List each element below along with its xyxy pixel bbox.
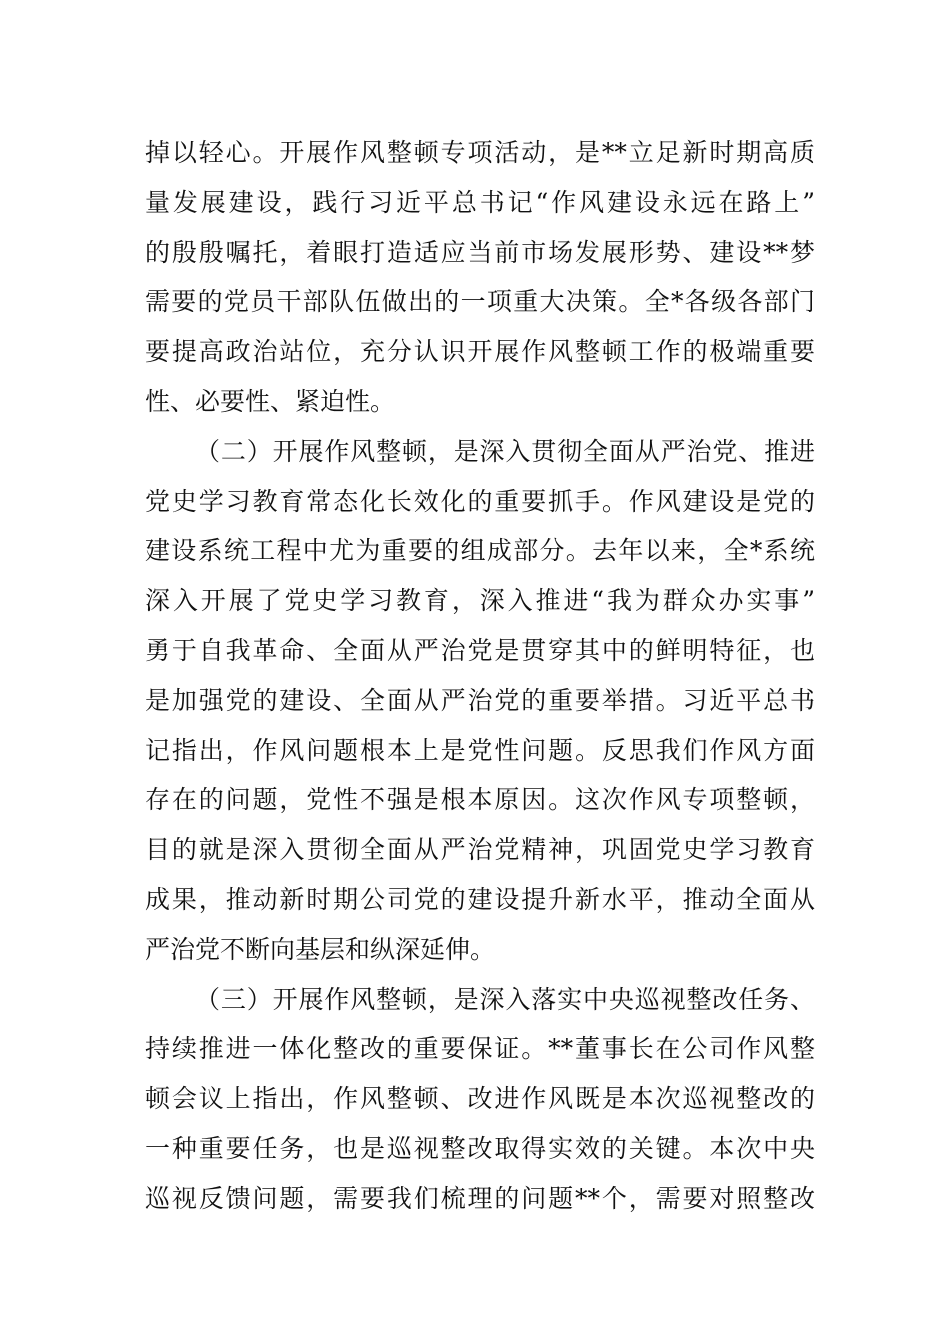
text-line: 严治党不断向基层和纵深延伸。 bbox=[145, 934, 496, 964]
text-line: 建设系统工程中尤为重要的组成部分。去年以来，全*系统 bbox=[145, 536, 815, 566]
text-line: 性、必要性、紧迫性。 bbox=[145, 386, 396, 416]
text-line: 存在的问题，党性不强是根本原因。这次作风专项整顿， bbox=[145, 785, 815, 815]
text-line: （二）开展作风整顿，是深入贯彻全面从严治党、推进 bbox=[195, 436, 815, 466]
text-line: 的殷殷嘱托，着眼打造适应当前市场发展形势、建设**梦 bbox=[145, 237, 815, 267]
text-line: 一种重要任务，也是巡视整改取得实效的关键。本次中央 bbox=[145, 1133, 815, 1163]
text-line: 党史学习教育常态化长效化的重要抓手。作风建设是党的 bbox=[145, 486, 815, 516]
text-line: 量发展建设，践行习近平总书记“作风建设永远在路上” bbox=[145, 187, 815, 217]
text-line: 记指出，作风问题根本上是党性问题。反思我们作风方面 bbox=[145, 735, 815, 765]
text-line: 需要的党员干部队伍做出的一项重大决策。全*各级各部门 bbox=[145, 287, 815, 317]
text-line: 掉以轻心。开展作风整顿专项活动，是**立足新时期高质 bbox=[145, 138, 815, 167]
text-line: 持续推进一体化整改的重要保证。**董事长在公司作风整 bbox=[145, 1034, 815, 1064]
text-line: 成果，推动新时期公司党的建设提升新水平，推动全面从 bbox=[145, 884, 815, 914]
text-line: （三）开展作风整顿，是深入落实中央巡视整改任务、 bbox=[195, 984, 815, 1014]
text-line: 目的就是深入贯彻全面从严治党精神，巩固党史学习教育 bbox=[145, 835, 815, 865]
text-line: 勇于自我革命、全面从严治党是贯穿其中的鲜明特征，也 bbox=[145, 635, 815, 665]
text-line: 顿会议上指出，作风整顿、改进作风既是本次巡视整改的 bbox=[145, 1084, 815, 1114]
text-line: 深入开展了党史学习教育，深入推进“我为群众办实事” bbox=[145, 586, 815, 616]
text-line: 巡视反馈问题，需要我们梳理的问题**个，需要对照整改 bbox=[145, 1183, 815, 1213]
text-line: 要提高政治站位，充分认识开展作风整顿工作的极端重要 bbox=[145, 337, 815, 367]
body-text bbox=[145, 128, 815, 1224]
text-line: 是加强党的建设、全面从严治党的重要举措。习近平总书 bbox=[145, 685, 815, 715]
